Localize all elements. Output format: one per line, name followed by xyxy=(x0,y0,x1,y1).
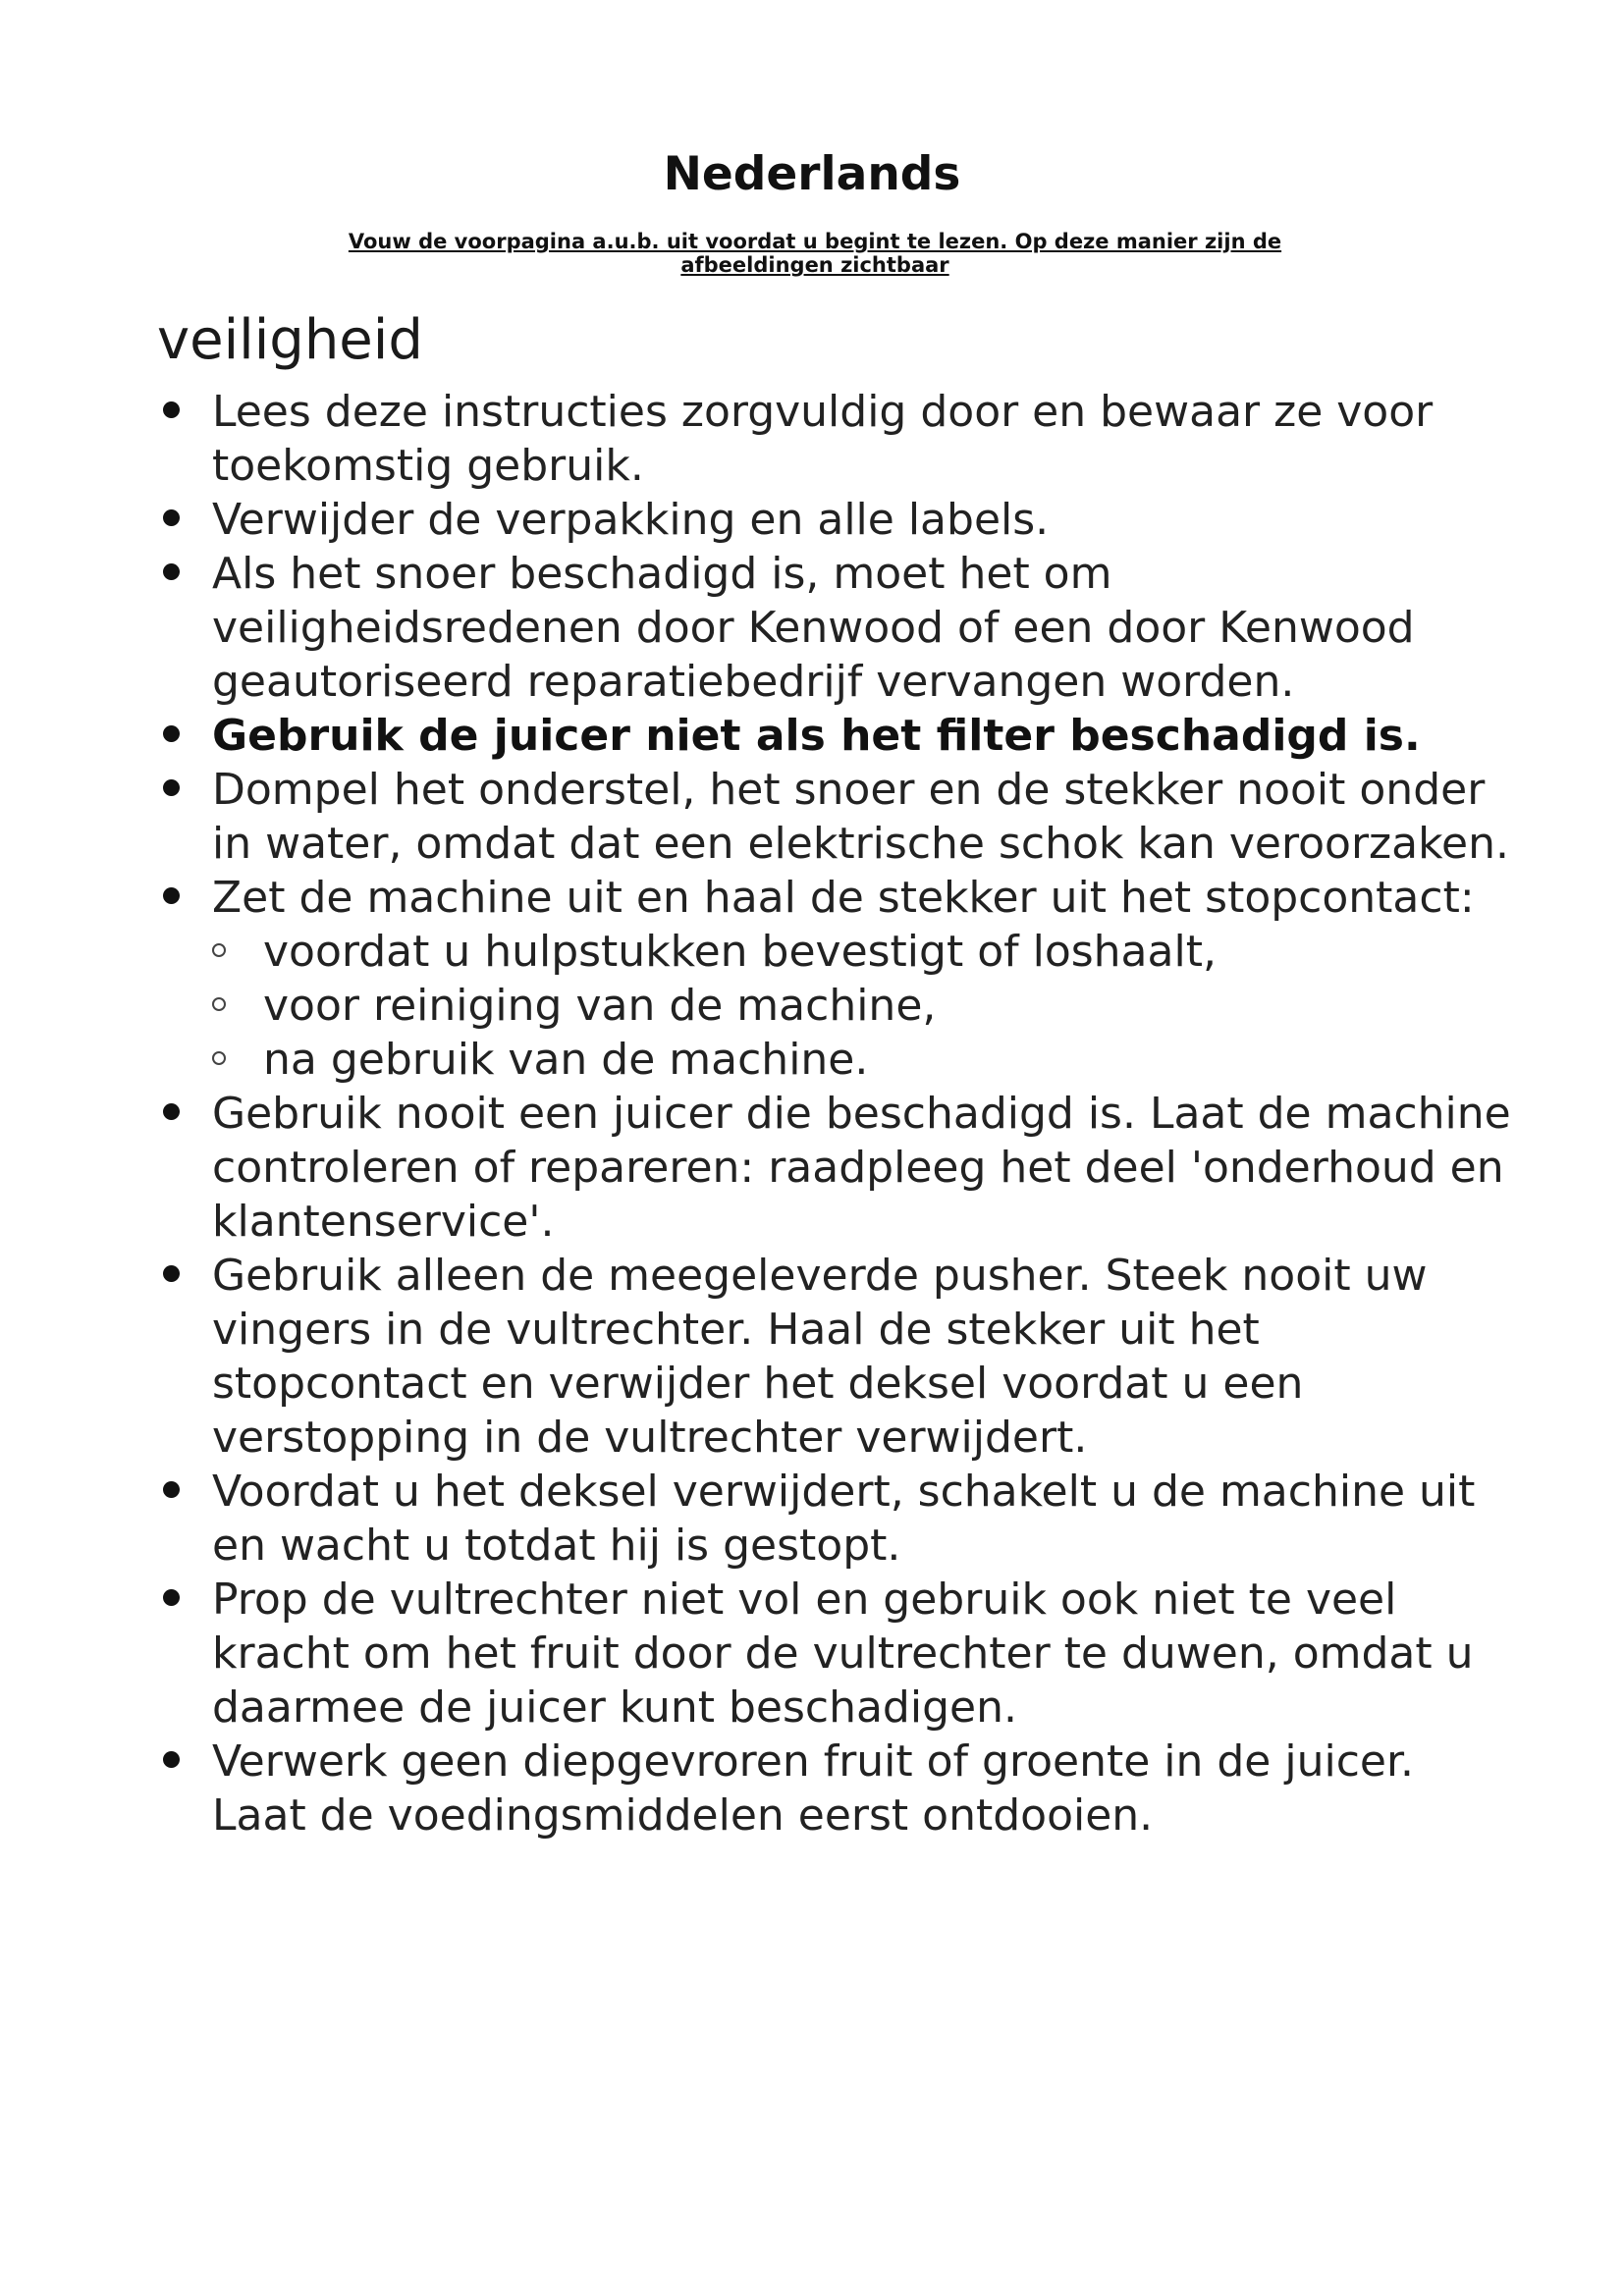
list-item-text: Dompel het onderstel, het snoer en de stekker nooit onder in water, omdat dat een elektrische schok kan veroorzaken. xyxy=(212,765,1509,869)
bullet-icon xyxy=(163,779,180,796)
list-item xyxy=(157,1249,1512,1465)
list-item xyxy=(157,871,1512,1087)
list-item xyxy=(157,1465,1512,1573)
sub-list-item xyxy=(212,1033,1512,1087)
sub-list-item xyxy=(212,925,1512,979)
bullet-icon xyxy=(163,887,180,904)
list-item-text: Gebruik nooit een juicer die beschadigd is. Laat de machine controleren of repareren: raadpleeg het deel 'onderhoud en klantenservice'. xyxy=(212,1089,1511,1247)
circle-bullet-icon xyxy=(212,997,226,1011)
list-item xyxy=(157,1087,1512,1249)
page-title: Nederlands xyxy=(663,147,961,201)
list-item-text: Lees deze instructies zorgvuldig door en bewaar ze voor toekomstig gebruik. xyxy=(212,387,1434,491)
list-item xyxy=(157,385,1512,493)
bullet-icon xyxy=(163,1103,180,1120)
list-item-text: Gebruik de juicer niet als het filter beschadigd is. xyxy=(212,711,1421,761)
bullet-icon xyxy=(163,1265,180,1282)
sub-list-item xyxy=(212,979,1512,1033)
safety-list xyxy=(157,385,1512,1842)
fold-out-notice: Vouw de voorpagina a.u.b. uit voordat u begint te lezen. Op deze manier zijn de afbeeldingen zichtbaar xyxy=(348,230,1282,277)
bullet-icon xyxy=(163,401,180,418)
list-item-text: Gebruik alleen de meegeleverde pusher. Steek nooit uw vingers in de vultrechter. Haal de stekker uit het stopcontact en verwijder het deksel voordat u een verstopping in de vultrechter verwijdert. xyxy=(212,1251,1428,1463)
list-item xyxy=(157,1735,1512,1842)
list-item xyxy=(157,493,1512,547)
bullet-icon xyxy=(163,563,180,580)
bullet-icon xyxy=(163,1589,180,1606)
sub-list-item-text: voordat u hulpstukken bevestigt of loshaalt, xyxy=(263,927,1217,977)
bullet-icon xyxy=(163,1751,180,1768)
list-item-emphasized xyxy=(157,709,1512,763)
section-heading-safety: veiligheid xyxy=(157,308,423,372)
list-item xyxy=(157,763,1512,871)
circle-bullet-icon xyxy=(212,943,226,957)
bullet-icon xyxy=(163,1481,180,1498)
list-item-text: Prop de vultrechter niet vol en gebruik ook niet te veel kracht om het fruit door de vultrechter te duwen, omdat u daarmee de juicer kunt beschadigen. xyxy=(212,1575,1474,1733)
circle-bullet-icon xyxy=(212,1051,226,1065)
list-item-text: Zet de machine uit en haal de stekker uit het stopcontact: xyxy=(212,873,1475,923)
list-item xyxy=(157,1573,1512,1735)
sub-list-item-text: na gebruik van de machine. xyxy=(263,1035,869,1085)
list-item-text: Verwerk geen diepgevroren fruit of groente in de juicer. Laat de voedingsmiddelen eerst ontdooien. xyxy=(212,1736,1414,1841)
bullet-icon xyxy=(163,725,180,742)
list-item-text: Als het snoer beschadigd is, moet het om veiligheidsredenen door Kenwood of een door Kenwood geautoriseerd reparatiebedrijf vervangen worden. xyxy=(212,549,1415,707)
list-item-text: Verwijder de verpakking en alle labels. xyxy=(212,495,1050,545)
sub-list xyxy=(212,925,1512,1087)
list-item-text: Voordat u het deksel verwijdert, schakelt u de machine uit en wacht u totdat hij is gestopt. xyxy=(212,1467,1476,1571)
sub-list-item-text: voor reiniging van de machine, xyxy=(263,981,937,1031)
bullet-icon xyxy=(163,509,180,526)
list-item xyxy=(157,547,1512,709)
